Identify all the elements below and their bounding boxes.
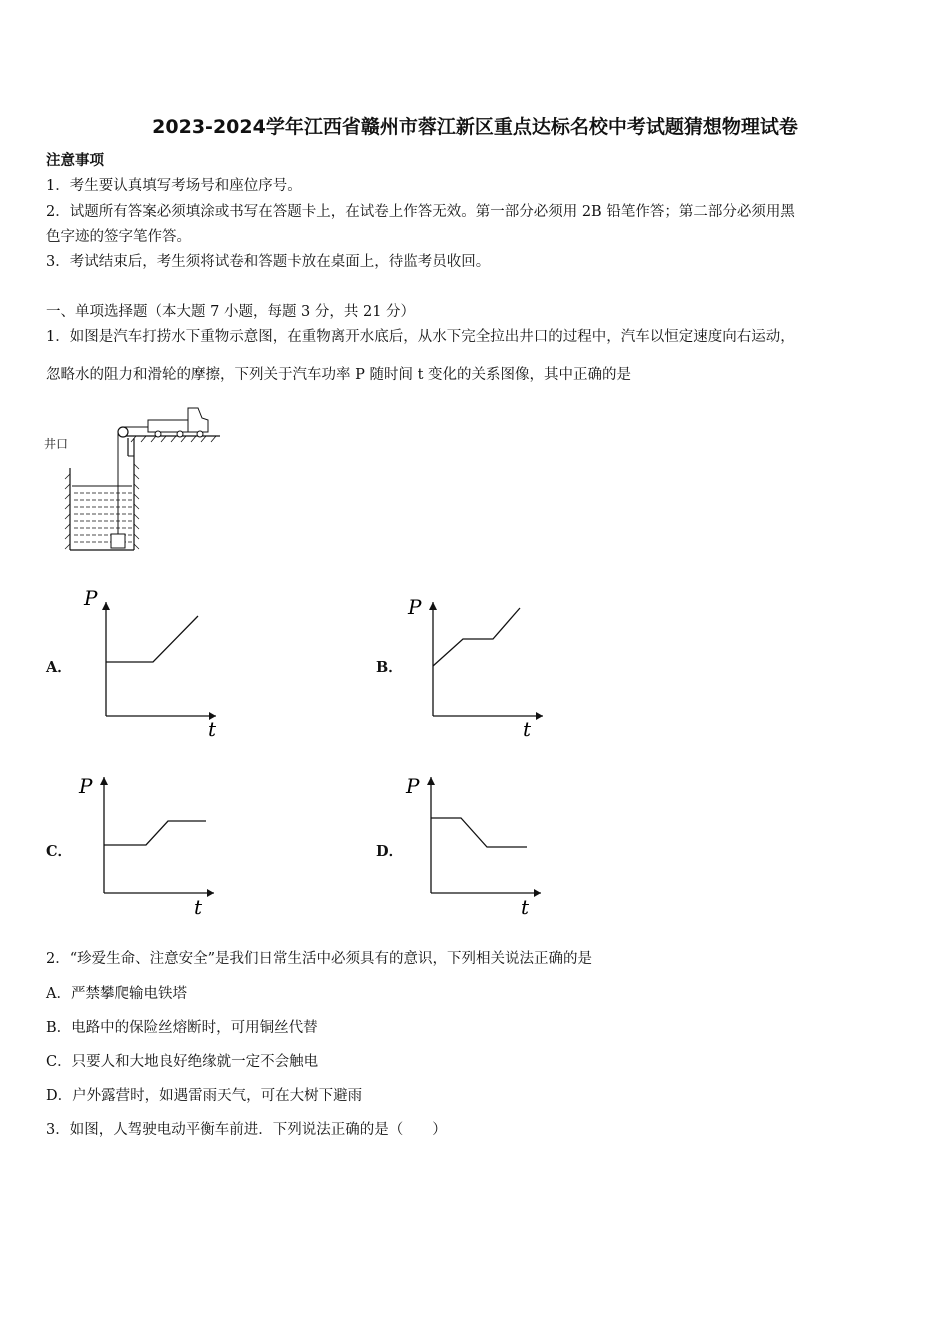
option-label-c[interactable]: C． [46, 843, 73, 860]
graph-option-b [405, 582, 555, 742]
axis-label-p: P [408, 595, 422, 619]
graph-option-d [403, 765, 553, 925]
curve-c [104, 821, 206, 845]
axis-label-t: t [194, 895, 203, 919]
graph-option-c [76, 765, 226, 925]
curve-b [433, 608, 520, 666]
axis-label-p: P [406, 774, 420, 798]
curve-d [431, 818, 527, 847]
graph-option-a [78, 582, 228, 742]
answer-option[interactable]: C．只要人和大地良好绝缘就一定不会触电 [46, 1054, 319, 1070]
answer-option[interactable]: A．严禁攀爬输电铁塔 [46, 986, 187, 1002]
option-label-b[interactable]: B． [376, 659, 403, 676]
page-title: 2023-2024学年江西省赣州市蓉江新区重点达标名校中考试题猜想物理试卷 [152, 116, 798, 138]
answer-option[interactable]: B．电路中的保险丝熔断时，可用铜丝代替 [46, 1020, 318, 1036]
question-stem: 1．如图是汽车打捞水下重物示意图，在重物离开水底后，从水下完全拉出井口的过程中，汽车以恒定速度向右运动， [46, 329, 795, 345]
well-truck-diagram [40, 398, 230, 563]
option-label-d[interactable]: D． [376, 843, 404, 860]
notice-item: 色字迹的签字笔作答。 [46, 229, 191, 245]
notice-heading: 注意事项 [46, 152, 104, 169]
question-stem: 忽略水的阻力和滑轮的摩擦，下列关于汽车功率 P 随时间 t 变化的关系图像，其中正确的是 [46, 367, 632, 383]
axis-label-p: P [84, 586, 98, 610]
answer-option[interactable]: D．户外露营时，如遇雷雨天气，可在大树下避雨 [46, 1088, 363, 1104]
curve-a [106, 616, 198, 662]
question-stem: 2．“珍爱生命、注意安全”是我们日常生活中必须具有的意识，下列相关说法正确的是 [46, 951, 593, 967]
axis-label-t: t [208, 717, 217, 741]
well-mouth-label: 井口 [44, 437, 69, 451]
notice-item: 2．试题所有答案必须填涂或书写在答题卡上，在试卷上作答无效。第一部分必须用 2B 铅笔作答；第二部分必须用黑 [46, 204, 795, 220]
axis-label-t: t [521, 895, 530, 919]
axis-label-t: t [523, 717, 532, 741]
notice-item: 1．考生要认真填写考场号和座位序号。 [46, 178, 302, 194]
section-heading: 一、单项选择题（本大题 7 小题，每题 3 分，共 21 分） [46, 304, 416, 320]
axis-label-p: P [79, 774, 93, 798]
option-label-a[interactable]: A． [46, 659, 72, 676]
notice-item: 3．考试结束后，考生须将试卷和答题卡放在桌面上，待监考员收回。 [46, 254, 491, 270]
question-stem: 3．如图，人驾驶电动平衡车前进．下列说法正确的是（ ） [46, 1122, 447, 1138]
